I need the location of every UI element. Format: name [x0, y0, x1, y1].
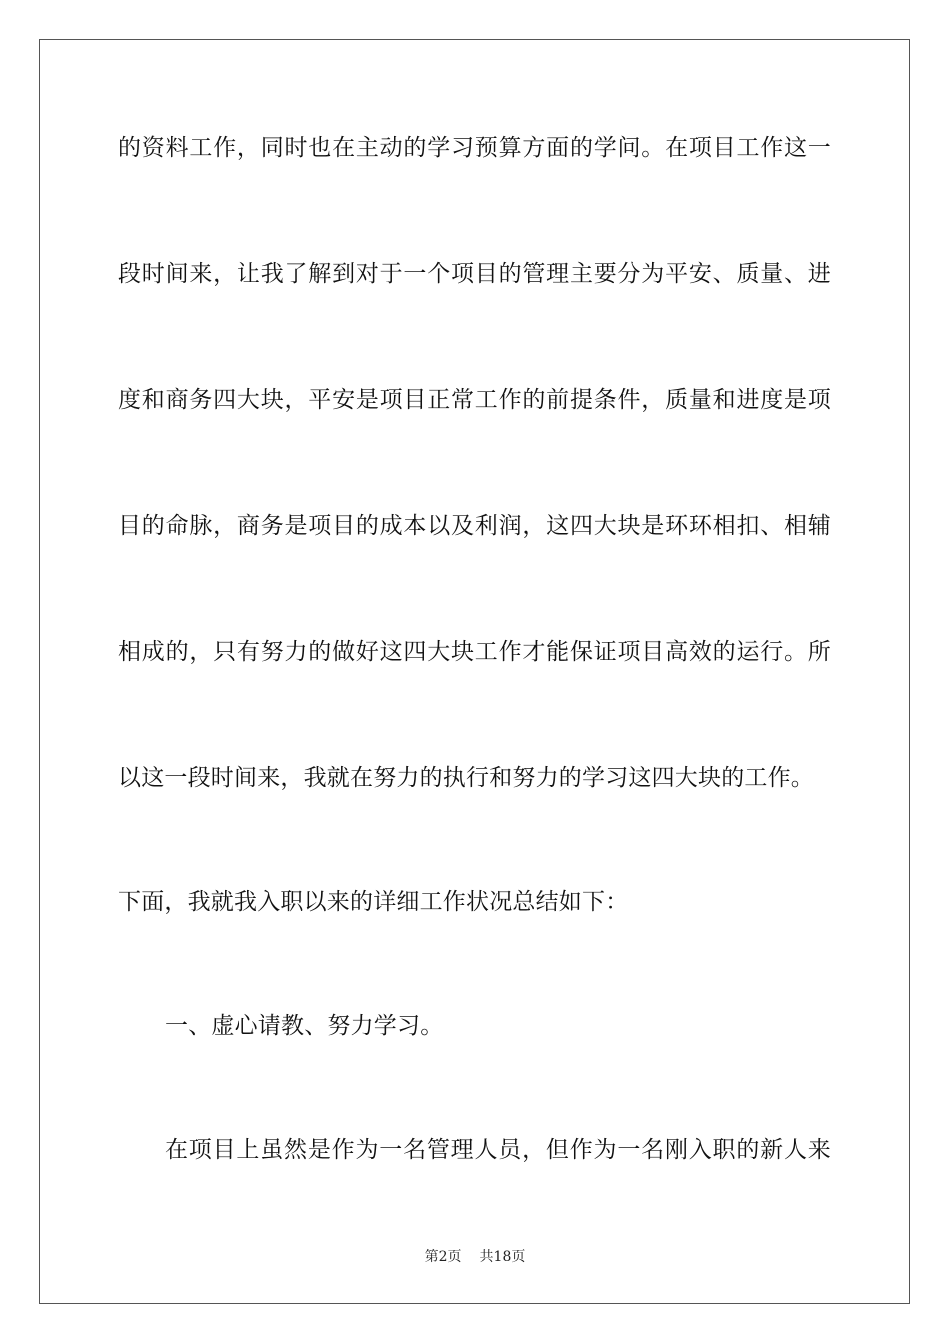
body-text-line: 的资料工作，同时也在主动的学习预算方面的学问。在项目工作这一 — [118, 135, 831, 161]
body-text-line: 在项目上虽然是作为一名管理人员，但作为一名刚入职的新人来 — [165, 1137, 831, 1163]
body-text-line: 相成的，只有努力的做好这四大块工作才能保证项目高效的运行。所 — [118, 639, 831, 665]
body-text-line: 度和商务四大块，平安是项目正常工作的前提条件，质量和进度是项 — [118, 387, 831, 413]
page-footer — [0, 1248, 950, 1266]
body-text-line: 目的命脉，商务是项目的成本以及利润，这四大块是环环相扣、相辅 — [118, 513, 831, 539]
body-text-line: 下面，我就我入职以来的详细工作状况总结如下： — [118, 889, 629, 915]
section-heading: 一、虚心请教、努力学习。 — [165, 1013, 444, 1039]
total-pages: 共18页 — [479, 1249, 526, 1265]
body-text-line: 以这一段时间来，我就在努力的执行和努力的学习这四大块的工作。 — [118, 765, 814, 791]
body-text-line: 段时间来，让我了解到对于一个项目的管理主要分为平安、质量、进 — [118, 261, 831, 287]
page-border — [39, 39, 910, 1304]
page-number: 第2页 — [424, 1249, 462, 1265]
